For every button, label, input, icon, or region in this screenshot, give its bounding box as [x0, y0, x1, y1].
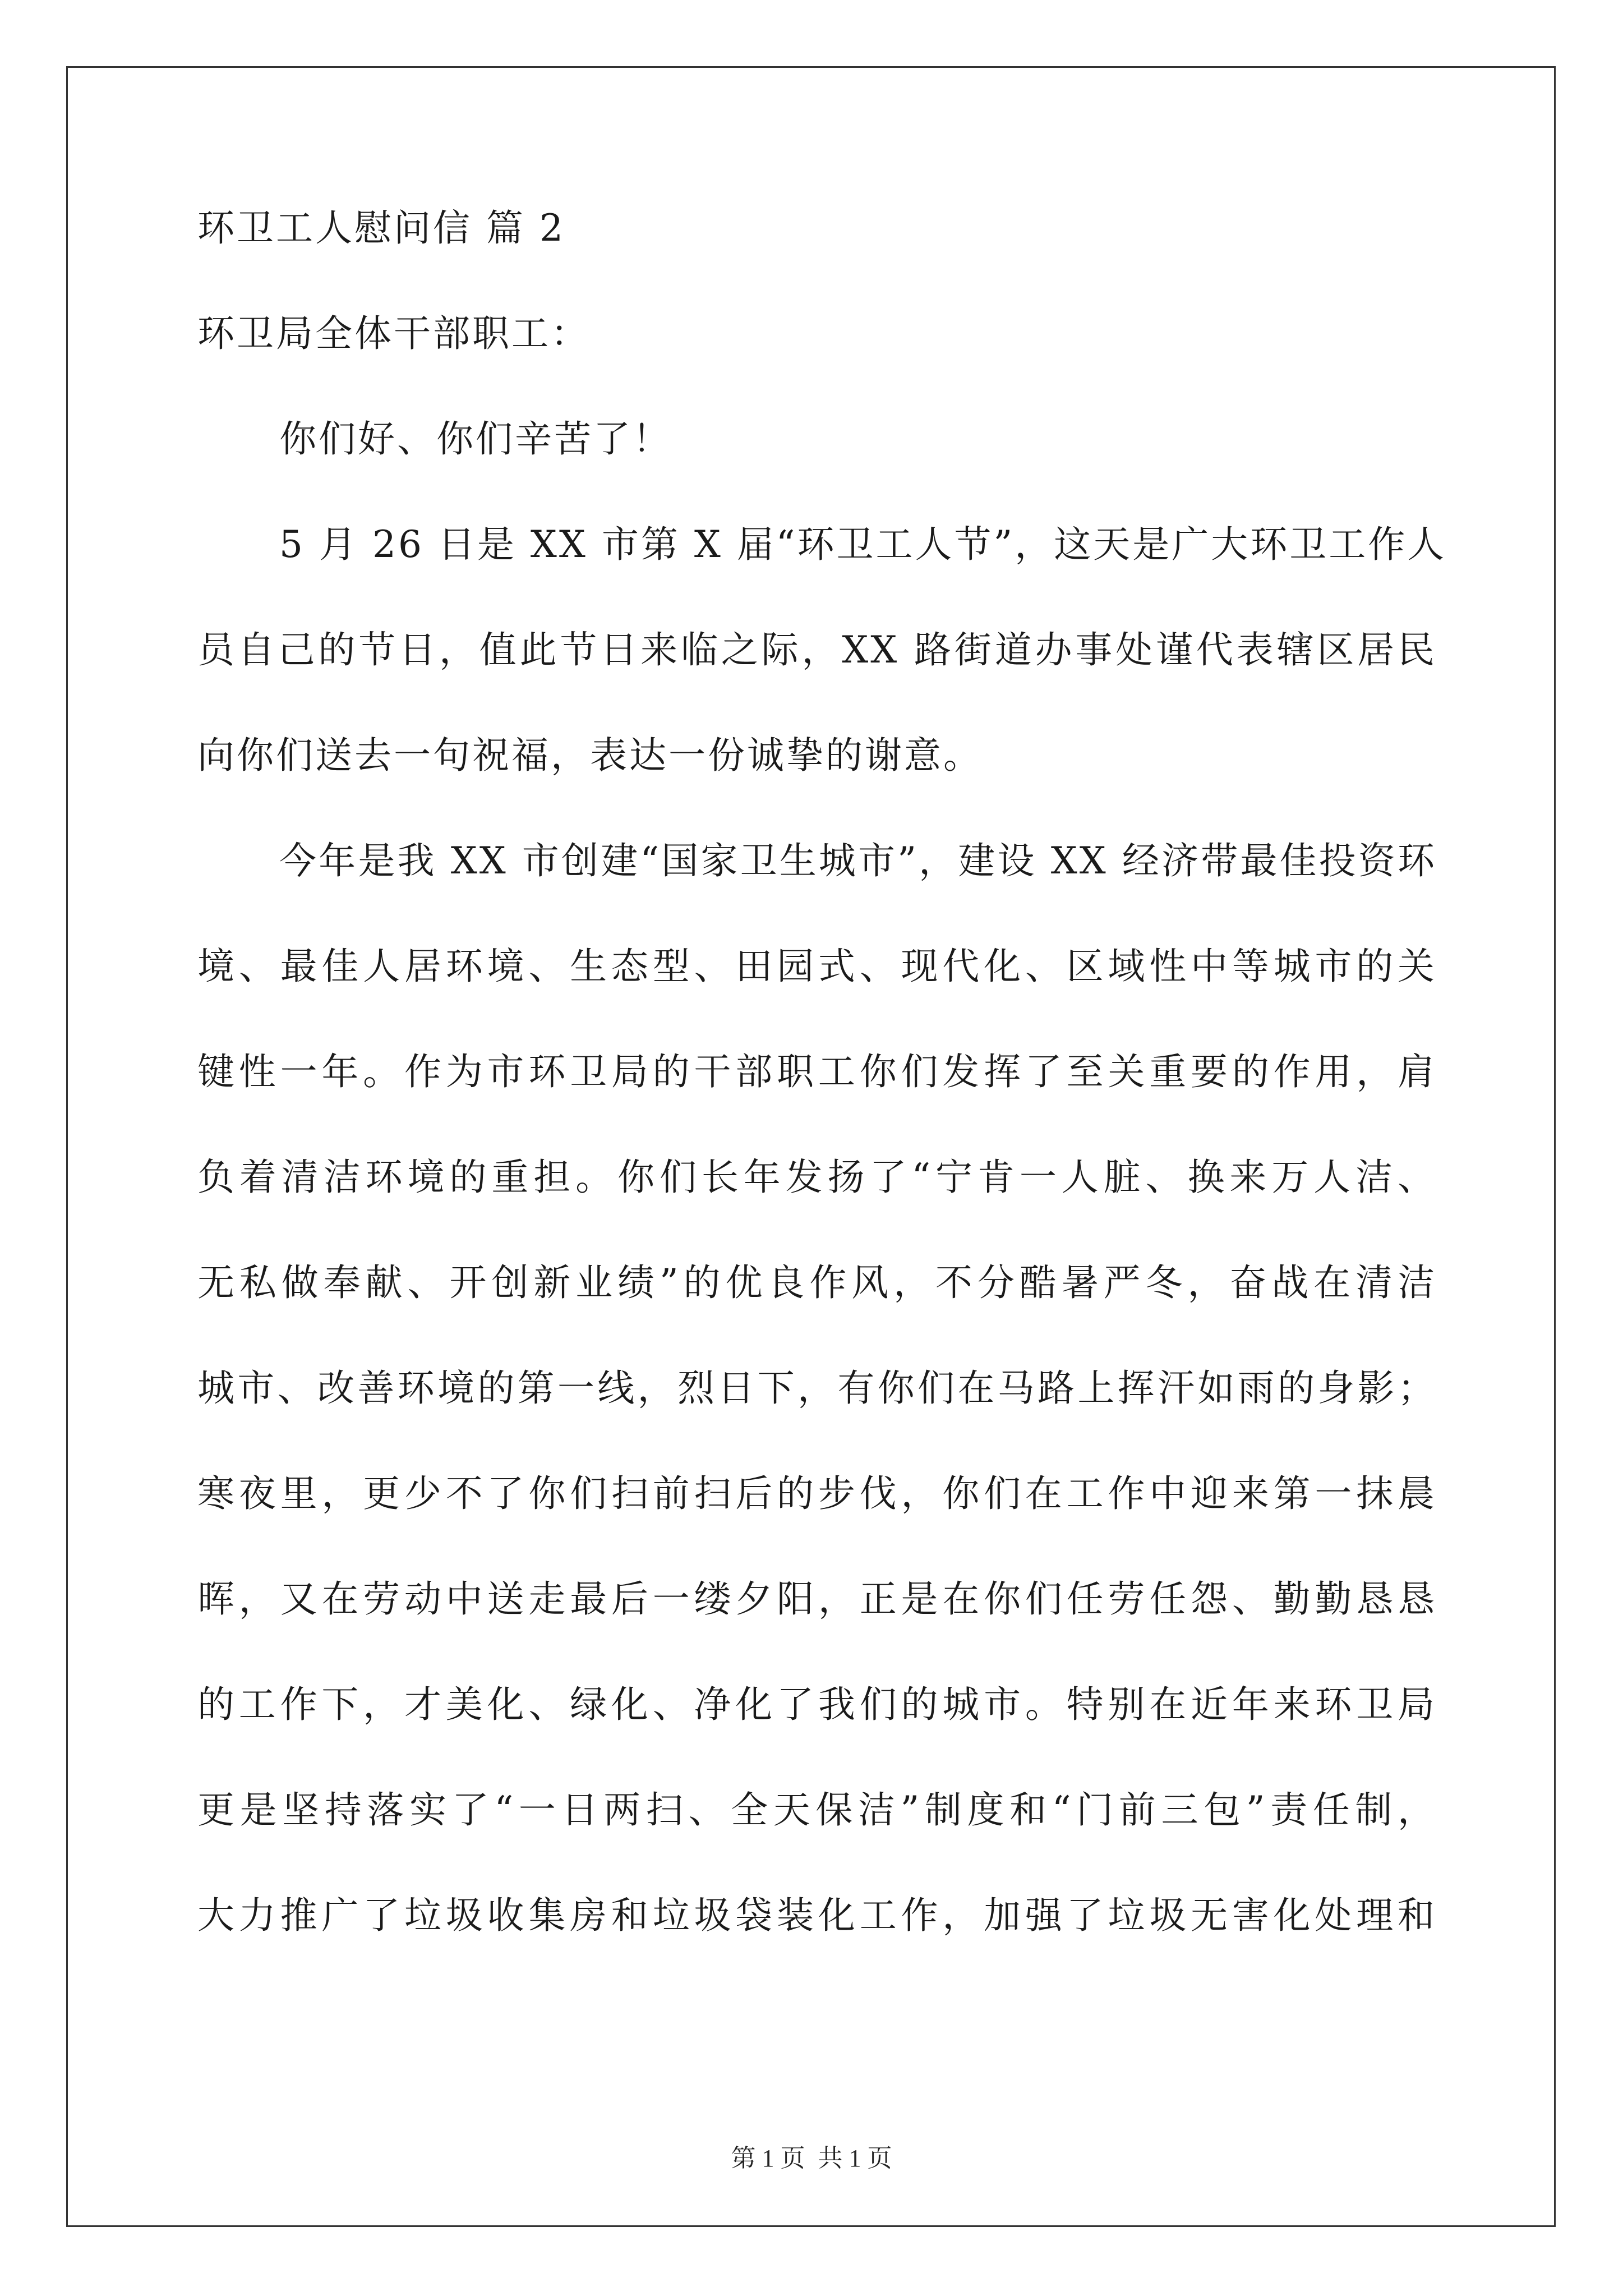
greeting: 你们好、你们辛苦了！: [279, 417, 672, 461]
paragraph-line: 更是坚持落实了“一日两扫、全天保洁”制度和“门前三包”责任制，: [197, 1788, 1437, 1832]
paragraph-line: 负着清洁环境的重担。你们长年发扬了“宁肯一人脏、换来万人洁、: [197, 1156, 1437, 1199]
paragraph-line: 5 月 26 日是 XX 市第 X 届“环卫工人节”，这天是广大环卫工作人: [279, 523, 1447, 566]
paragraph-line: 境、最佳人居环境、生态型、田园式、现代化、区域性中等城市的关: [197, 945, 1437, 988]
page-number: 第 1 页: [731, 2145, 805, 2172]
salutation: 环卫局全体干部职工：: [197, 312, 590, 355]
paragraph-1: [197, 518, 1447, 782]
paragraph-line: 大力推广了垃圾收集房和垃圾袋装化工作，加强了垃圾无害化处理和: [197, 1894, 1437, 1937]
paragraph-line: 无私做奉献、开创新业绩”的优良作风，不分酷暑严冬，奋战在清洁: [197, 1261, 1437, 1304]
paragraph-line: 城市、改善环境的第一线，烈日下，有你们在马路上挥汗如雨的身影；: [197, 1366, 1437, 1410]
paragraph-line: 晖，又在劳动中送走最后一缕夕阳，正是在你们任劳任怨、勤勤恳恳: [197, 1577, 1437, 1621]
paragraph-line: 键性一年。作为市环卫局的干部职工你们发挥了至关重要的作用，肩: [197, 1050, 1437, 1093]
document-heading: 环卫工人慰问信 篇 2: [197, 206, 565, 250]
paragraph-2: [197, 835, 1437, 1942]
page-total: 共 1 页: [818, 2145, 892, 2172]
paragraph-line: 向你们送去一句祝福，表达一份诚挚的谢意。: [197, 734, 983, 777]
page-footer: [0, 2144, 1623, 2173]
paragraph-line: 的工作下，才美化、绿化、净化了我们的城市。特别在近年来环卫局: [197, 1683, 1437, 1726]
paragraph-line: 今年是我 XX 市创建“国家卫生城市”，建设 XX 经济带最佳投资环: [279, 839, 1437, 882]
document-body: [197, 202, 1447, 1995]
paragraph-line: 员自己的节日，值此节日来临之际，XX 路街道办事处谨代表辖区居民: [197, 628, 1437, 671]
paragraph-line: 寒夜里，更少不了你们扫前扫后的步伐，你们在工作中迎来第一抹晨: [197, 1472, 1437, 1515]
